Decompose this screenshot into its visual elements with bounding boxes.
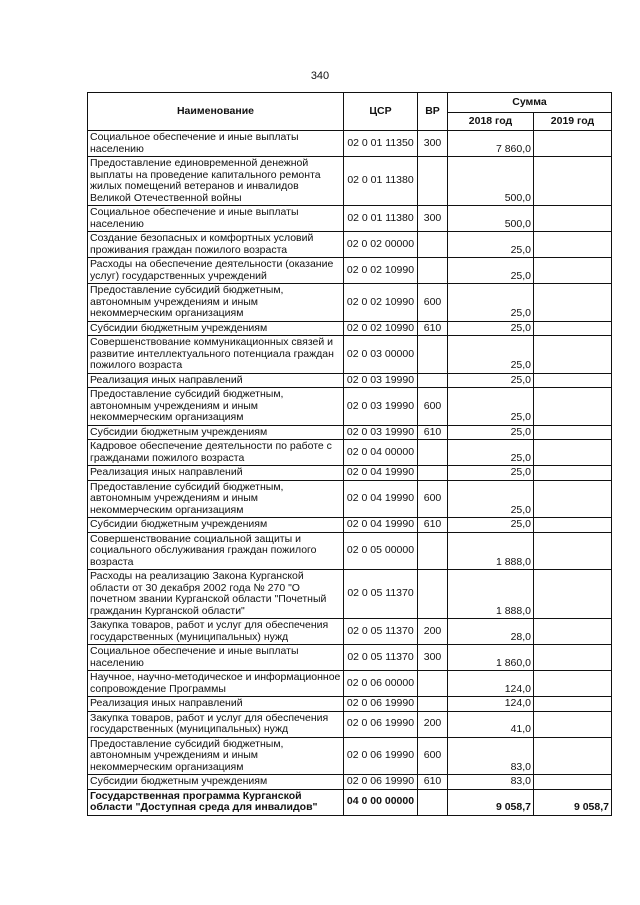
row-vr-cell bbox=[418, 373, 448, 388]
table-row bbox=[88, 671, 612, 697]
row-name-cell: Государственная программа Курганской области "Доступная среда для инвалидов" bbox=[88, 789, 344, 815]
row-2019-cell bbox=[534, 466, 612, 481]
table-row bbox=[88, 232, 612, 258]
row-vr-cell: 600 bbox=[418, 388, 448, 426]
row-name-cell: Закупка товаров, работ и услуг для обеспечения государственных (муниципальных) нужд bbox=[88, 619, 344, 645]
row-name-cell: Социальное обеспечение и иные выплаты населению bbox=[88, 131, 344, 157]
table-row bbox=[88, 518, 612, 533]
row-vr-cell bbox=[418, 258, 448, 284]
row-vr-cell: 610 bbox=[418, 518, 448, 533]
row-2019-cell bbox=[534, 671, 612, 697]
row-2019-cell bbox=[534, 532, 612, 570]
row-vr-cell bbox=[418, 157, 448, 206]
row-2018-cell: 25,0 bbox=[448, 440, 534, 466]
row-csr-cell: 02 0 05 11370 bbox=[344, 645, 418, 671]
row-name-cell: Социальное обеспечение и иные выплаты населению bbox=[88, 206, 344, 232]
row-csr-cell: 02 0 06 00000 bbox=[344, 671, 418, 697]
row-vr-cell bbox=[418, 532, 448, 570]
row-csr-cell: 04 0 00 00000 bbox=[344, 789, 418, 815]
row-name-cell: Предоставление субсидий бюджетным, автономным учреждениям и иным некоммерческим организациям bbox=[88, 480, 344, 518]
row-csr-cell: 02 0 05 00000 bbox=[344, 532, 418, 570]
row-2019-cell bbox=[534, 697, 612, 712]
row-2019-cell bbox=[534, 206, 612, 232]
row-2019-cell bbox=[534, 440, 612, 466]
row-2018-cell: 25,0 bbox=[448, 373, 534, 388]
row-name-cell: Субсидии бюджетным учреждениям bbox=[88, 321, 344, 336]
row-name-cell: Социальное обеспечение и иные выплаты населению bbox=[88, 645, 344, 671]
row-vr-cell: 200 bbox=[418, 619, 448, 645]
table-row bbox=[88, 645, 612, 671]
table-row bbox=[88, 321, 612, 336]
row-2019-cell bbox=[534, 284, 612, 322]
row-csr-cell: 02 0 05 11370 bbox=[344, 619, 418, 645]
row-2018-cell: 41,0 bbox=[448, 711, 534, 737]
row-name-cell: Субсидии бюджетным учреждениям bbox=[88, 775, 344, 790]
row-name-cell: Предоставление субсидий бюджетным, автономным учреждениям и иным некоммерческим организациям bbox=[88, 388, 344, 426]
row-name-cell: Научное, научно-методическое и информационное сопровождение Программы bbox=[88, 671, 344, 697]
row-csr-cell: 02 0 03 19990 bbox=[344, 388, 418, 426]
row-csr-cell: 02 0 04 00000 bbox=[344, 440, 418, 466]
row-vr-cell: 200 bbox=[418, 711, 448, 737]
row-2019-cell bbox=[534, 619, 612, 645]
row-csr-cell: 02 0 06 19990 bbox=[344, 711, 418, 737]
row-2019-cell bbox=[534, 232, 612, 258]
row-csr-cell: 02 0 02 10990 bbox=[344, 258, 418, 284]
table-row bbox=[88, 619, 612, 645]
table-row bbox=[88, 373, 612, 388]
row-csr-cell: 02 0 04 19990 bbox=[344, 480, 418, 518]
row-vr-cell bbox=[418, 440, 448, 466]
row-vr-cell: 300 bbox=[418, 131, 448, 157]
row-2019-cell bbox=[534, 711, 612, 737]
header-csr: ЦСР bbox=[344, 93, 418, 131]
row-csr-cell: 02 0 05 11370 bbox=[344, 570, 418, 619]
row-csr-cell: 02 0 01 11380 bbox=[344, 206, 418, 232]
row-2019-cell bbox=[534, 775, 612, 790]
row-2018-cell: 124,0 bbox=[448, 671, 534, 697]
header-name: Наименование bbox=[88, 93, 344, 131]
row-name-cell: Реализация иных направлений bbox=[88, 697, 344, 712]
table-total-row bbox=[88, 789, 612, 815]
row-2019-cell bbox=[534, 388, 612, 426]
row-2018-cell: 83,0 bbox=[448, 737, 534, 775]
row-2019-cell: 9 058,7 bbox=[534, 789, 612, 815]
row-2018-cell: 124,0 bbox=[448, 697, 534, 712]
row-2019-cell bbox=[534, 518, 612, 533]
table-row bbox=[88, 425, 612, 440]
table-row bbox=[88, 466, 612, 481]
row-2018-cell: 1 888,0 bbox=[448, 570, 534, 619]
page-number: 340 bbox=[310, 70, 330, 82]
row-2019-cell bbox=[534, 373, 612, 388]
table-row bbox=[88, 258, 612, 284]
row-vr-cell: 600 bbox=[418, 737, 448, 775]
row-name-cell: Расходы на реализацию Закона Курганской области от 30 декабря 2002 года № 270 "О почетном звании Курганской области "Почетный гражданин Курганской области" bbox=[88, 570, 344, 619]
row-csr-cell: 02 0 03 19990 bbox=[344, 425, 418, 440]
row-2018-cell: 25,0 bbox=[448, 232, 534, 258]
row-2018-cell: 25,0 bbox=[448, 284, 534, 322]
table-row bbox=[88, 775, 612, 790]
row-2018-cell: 25,0 bbox=[448, 466, 534, 481]
table-row bbox=[88, 131, 612, 157]
row-name-cell: Реализация иных направлений bbox=[88, 466, 344, 481]
row-csr-cell: 02 0 01 11350 bbox=[344, 131, 418, 157]
row-vr-cell bbox=[418, 671, 448, 697]
row-csr-cell: 02 0 02 10990 bbox=[344, 321, 418, 336]
table-row bbox=[88, 388, 612, 426]
row-csr-cell: 02 0 03 19990 bbox=[344, 373, 418, 388]
row-2018-cell: 25,0 bbox=[448, 388, 534, 426]
row-vr-cell bbox=[418, 697, 448, 712]
table-row bbox=[88, 737, 612, 775]
row-2019-cell bbox=[534, 645, 612, 671]
row-csr-cell: 02 0 04 19990 bbox=[344, 518, 418, 533]
table-row bbox=[88, 532, 612, 570]
row-name-cell: Расходы на обеспечение деятельности (оказание услуг) государственных учреждений bbox=[88, 258, 344, 284]
row-2019-cell bbox=[534, 425, 612, 440]
table-row bbox=[88, 570, 612, 619]
row-csr-cell: 02 0 02 10990 bbox=[344, 284, 418, 322]
row-2019-cell bbox=[534, 157, 612, 206]
row-name-cell: Кадровое обеспечение деятельности по работе с гражданами пожилого возраста bbox=[88, 440, 344, 466]
row-2018-cell: 500,0 bbox=[448, 206, 534, 232]
table-row bbox=[88, 480, 612, 518]
header-vr: ВР bbox=[418, 93, 448, 131]
row-name-cell: Реализация иных направлений bbox=[88, 373, 344, 388]
row-2018-cell: 25,0 bbox=[448, 258, 534, 284]
row-2018-cell: 28,0 bbox=[448, 619, 534, 645]
row-2018-cell: 500,0 bbox=[448, 157, 534, 206]
table-row bbox=[88, 157, 612, 206]
row-2019-cell bbox=[534, 131, 612, 157]
table-row bbox=[88, 711, 612, 737]
row-vr-cell: 300 bbox=[418, 645, 448, 671]
row-2018-cell: 1 860,0 bbox=[448, 645, 534, 671]
row-name-cell: Совершенствование коммуникационных связей и развитие интеллектуального потенциала граждан пожилого возраста bbox=[88, 336, 344, 374]
row-vr-cell bbox=[418, 232, 448, 258]
row-csr-cell: 02 0 06 19990 bbox=[344, 775, 418, 790]
row-2018-cell: 1 888,0 bbox=[448, 532, 534, 570]
row-2019-cell bbox=[534, 336, 612, 374]
row-2018-cell: 25,0 bbox=[448, 321, 534, 336]
row-vr-cell bbox=[418, 466, 448, 481]
row-vr-cell: 300 bbox=[418, 206, 448, 232]
row-csr-cell: 02 0 06 19990 bbox=[344, 737, 418, 775]
table-row bbox=[88, 440, 612, 466]
header-sum: Сумма bbox=[448, 93, 612, 113]
row-name-cell: Субсидии бюджетным учреждениям bbox=[88, 518, 344, 533]
row-2019-cell bbox=[534, 480, 612, 518]
row-vr-cell: 610 bbox=[418, 321, 448, 336]
row-csr-cell: 02 0 03 00000 bbox=[344, 336, 418, 374]
row-2018-cell: 9 058,7 bbox=[448, 789, 534, 815]
row-name-cell: Предоставление субсидий бюджетным, автономным учреждениям и иным некоммерческим организациям bbox=[88, 737, 344, 775]
row-2019-cell bbox=[534, 321, 612, 336]
table-row bbox=[88, 284, 612, 322]
budget-table bbox=[87, 92, 612, 816]
row-vr-cell: 600 bbox=[418, 284, 448, 322]
row-2019-cell bbox=[534, 258, 612, 284]
row-name-cell: Создание безопасных и комфортных условий проживания граждан пожилого возраста bbox=[88, 232, 344, 258]
row-name-cell: Предоставление единовременной денежной выплаты на проведение капитального ремонта жилых помещений ветеранов и инвалидов Великой Отечественной войны bbox=[88, 157, 344, 206]
row-2018-cell: 25,0 bbox=[448, 480, 534, 518]
row-2019-cell bbox=[534, 570, 612, 619]
row-vr-cell: 610 bbox=[418, 775, 448, 790]
row-name-cell: Закупка товаров, работ и услуг для обеспечения государственных (муниципальных) нужд bbox=[88, 711, 344, 737]
row-name-cell: Совершенствование социальной защиты и социального обслуживания граждан пожилого возраста bbox=[88, 532, 344, 570]
table-body bbox=[88, 131, 612, 816]
table-row bbox=[88, 206, 612, 232]
header-year-2018: 2018 год bbox=[448, 113, 534, 131]
row-2018-cell: 7 860,0 bbox=[448, 131, 534, 157]
row-vr-cell bbox=[418, 570, 448, 619]
row-2018-cell: 25,0 bbox=[448, 518, 534, 533]
row-csr-cell: 02 0 01 11380 bbox=[344, 157, 418, 206]
row-name-cell: Субсидии бюджетным учреждениям bbox=[88, 425, 344, 440]
header-year-2019: 2019 год bbox=[534, 113, 612, 131]
table-row bbox=[88, 697, 612, 712]
row-csr-cell: 02 0 06 19990 bbox=[344, 697, 418, 712]
table-row bbox=[88, 336, 612, 374]
row-vr-cell: 600 bbox=[418, 480, 448, 518]
row-csr-cell: 02 0 02 00000 bbox=[344, 232, 418, 258]
row-csr-cell: 02 0 04 19990 bbox=[344, 466, 418, 481]
row-name-cell: Предоставление субсидий бюджетным, автономным учреждениям и иным некоммерческим организациям bbox=[88, 284, 344, 322]
row-vr-cell bbox=[418, 789, 448, 815]
row-vr-cell: 610 bbox=[418, 425, 448, 440]
row-2018-cell: 25,0 bbox=[448, 425, 534, 440]
row-vr-cell bbox=[418, 336, 448, 374]
row-2019-cell bbox=[534, 737, 612, 775]
row-2018-cell: 83,0 bbox=[448, 775, 534, 790]
row-2018-cell: 25,0 bbox=[448, 336, 534, 374]
